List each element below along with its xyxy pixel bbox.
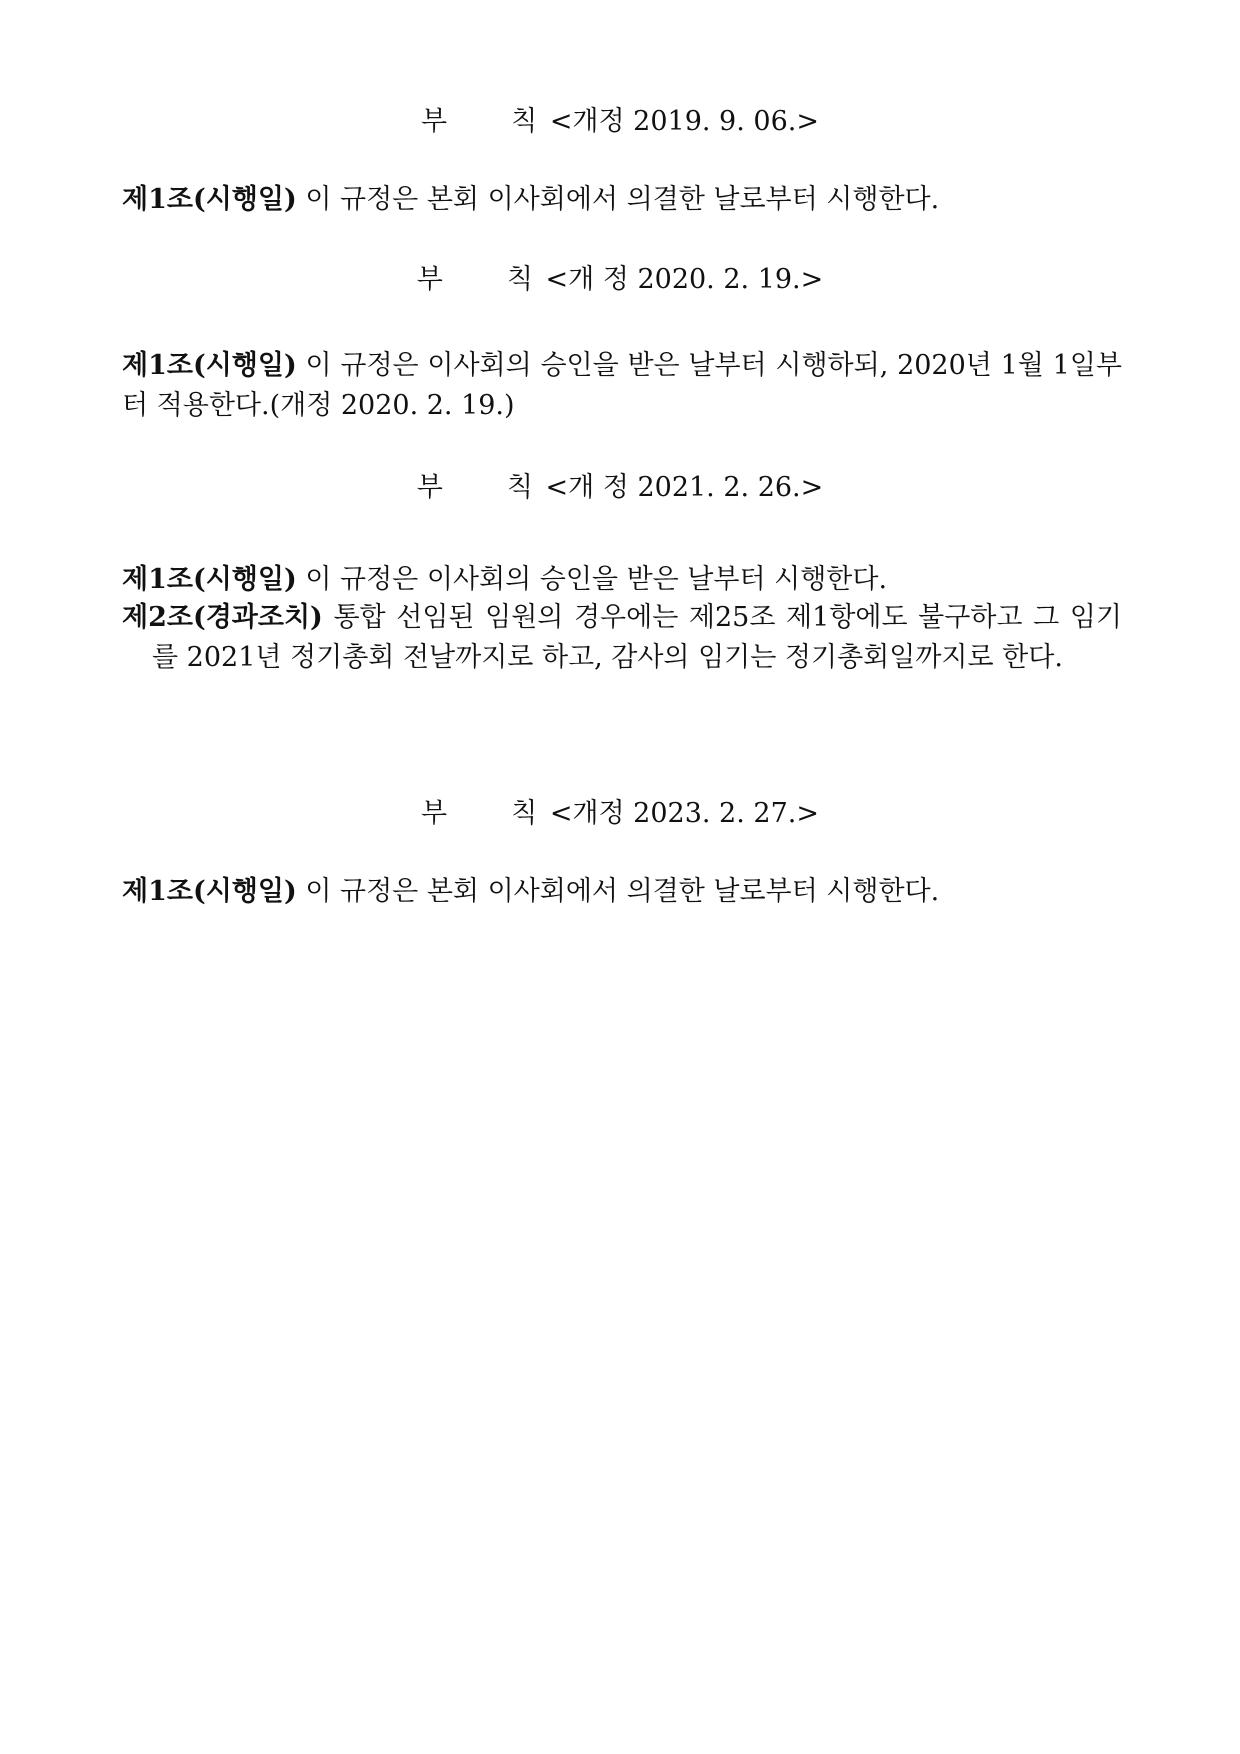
heading-bu: 부: [416, 264, 443, 295]
heading-chik: 칙: [506, 264, 533, 295]
article-text: 통합 선임된 임원의 경우에는 제25조 제1항에도 불구하고 그 임기를 2021년 정기총회 전날까지로 하고, 감사의 임기는 정기총회일까지로 한다.: [152, 602, 1122, 673]
article-text: 이 규정은 이사회의 승인을 받은 날부터 시행하되, 2020년 1월 1일부터 적용한다.(개정 2020. 2. 19.): [122, 350, 1122, 421]
article-text: 이 규정은 이사회의 승인을 받은 날부터 시행한다.: [296, 564, 888, 595]
heading-chik: 칙: [506, 472, 533, 503]
article-paragraph: [122, 872, 1122, 912]
heading-chik: 칙: [511, 798, 538, 829]
article-label: 제1조(시행일): [122, 184, 297, 215]
article-paragraph: [122, 598, 1122, 678]
addendum-heading-2021: [0, 470, 1240, 506]
heading-date: <개정 2019. 9. 06.>: [549, 106, 819, 137]
article-paragraph: [122, 346, 1122, 426]
heading-bu: 부: [416, 472, 443, 503]
heading-date: <개 정 2020. 2. 19.>: [545, 264, 824, 295]
addendum-heading-2023: [0, 796, 1240, 832]
article-text: 이 규정은 본회 이사회에서 의결한 날로부터 시행한다.: [296, 876, 940, 907]
article-paragraph: [122, 560, 1122, 600]
article-paragraph: [122, 180, 1122, 220]
article-label: 제1조(시행일): [122, 350, 297, 381]
heading-date: <개정 2023. 2. 27.>: [549, 798, 819, 829]
article-label: 제2조(경과조치): [122, 602, 323, 633]
article-text: 이 규정은 본회 이사회에서 의결한 날로부터 시행한다.: [296, 184, 940, 215]
addendum-heading-2019: [0, 104, 1240, 140]
heading-bu: 부: [421, 106, 448, 137]
heading-bu: 부: [421, 798, 448, 829]
addendum-heading-2020: [0, 262, 1240, 298]
article-label: 제1조(시행일): [122, 876, 297, 907]
article-label: 제1조(시행일): [122, 564, 297, 595]
heading-date: <개 정 2021. 2. 26.>: [545, 472, 824, 503]
heading-chik: 칙: [511, 106, 538, 137]
